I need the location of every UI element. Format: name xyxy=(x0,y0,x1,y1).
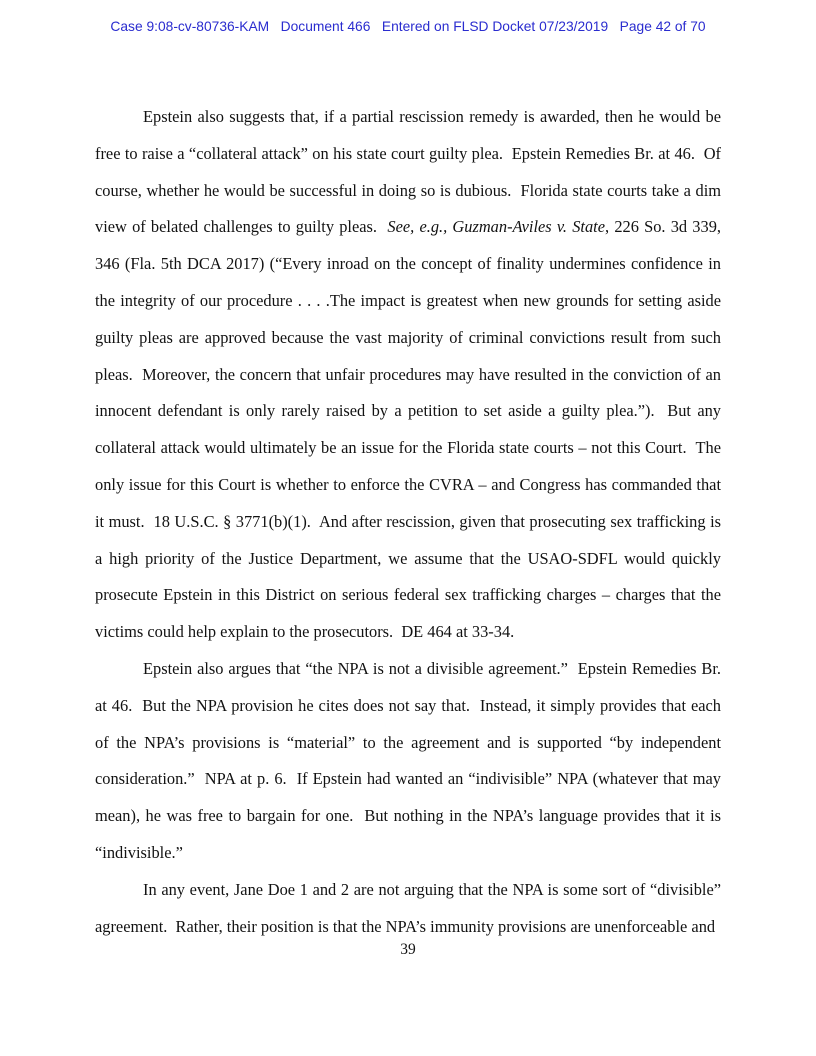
paragraph xyxy=(95,651,721,872)
body-text: , 226 So. 3d 339, 346 (Fla. 5th DCA 2017) (“Every inroad on the concept of finality undermines confidence in the integrity of our procedure . . . .The impact is greatest when new grounds for setting aside guilty pleas are approved because the vast majority of criminal convictions result from such pleas. Moreover, the concern that unfair procedures may have resulted in the conviction of an innocent defendant is only rarely raised by a petition to set aside a guilty plea.”). But any collateral attack would ultimately be an issue for the Florida state courts – not this Court. The only issue for this Court is whether to enforce the CVRA – and Congress has commanded that it must. 18 U.S.C. § 3771(b)(1). And after rescission, given that prosecuting sex trafficking is a high priority of the Justice Department, we assume that the USAO-SDFL would quickly prosecute Epstein in this District on serious federal sex trafficking charges – charges that the victims could help explain to the prosecutors. DE 464 at 33-34. xyxy=(95,217,721,642)
page-number: 39 xyxy=(400,941,416,958)
paragraph xyxy=(95,99,721,651)
body-text: Epstein also argues that “the NPA is not a divisible agreement.” Epstein Remedies Br. at 46. But the NPA provision he cites does not say that. Instead, it simply provides that each of the NPA’s provisions is “material” to the agreement and is supported “by independent consideration.” NPA at p. 6. If Epstein had wanted an “indivisible” NPA (whatever that may mean), he was free to bargain for one. But nothing in the NPA’s language provides that it is “indivisible.” xyxy=(95,658,721,862)
body-text: Epstein also suggests that, if a partial rescission remedy is awarded, then he would be free to raise a “collateral attack” on his state court guilty plea. Epstein Remedies Br. at 46. Of course, whether he would be successful in doing so is dubious. Florida state courts take a dim view of belated challenges to guilty pleas. xyxy=(95,107,721,237)
body-text: In any event, Jane Doe 1 and 2 are not arguing that the NPA is some sort of “divisible” agreement. Rather, their position is that the NPA’s immunity provisions are unenforceable and xyxy=(95,879,721,936)
document-body xyxy=(95,99,721,945)
case-docket-header: Case 9:08-cv-80736-KAM Document 466 Entered on FLSD Docket 07/23/2019 Page 42 of 70 xyxy=(110,19,706,34)
citation-italic-text: See, e.g., Guzman-Aviles v. State xyxy=(387,217,606,237)
paragraph xyxy=(95,872,721,946)
